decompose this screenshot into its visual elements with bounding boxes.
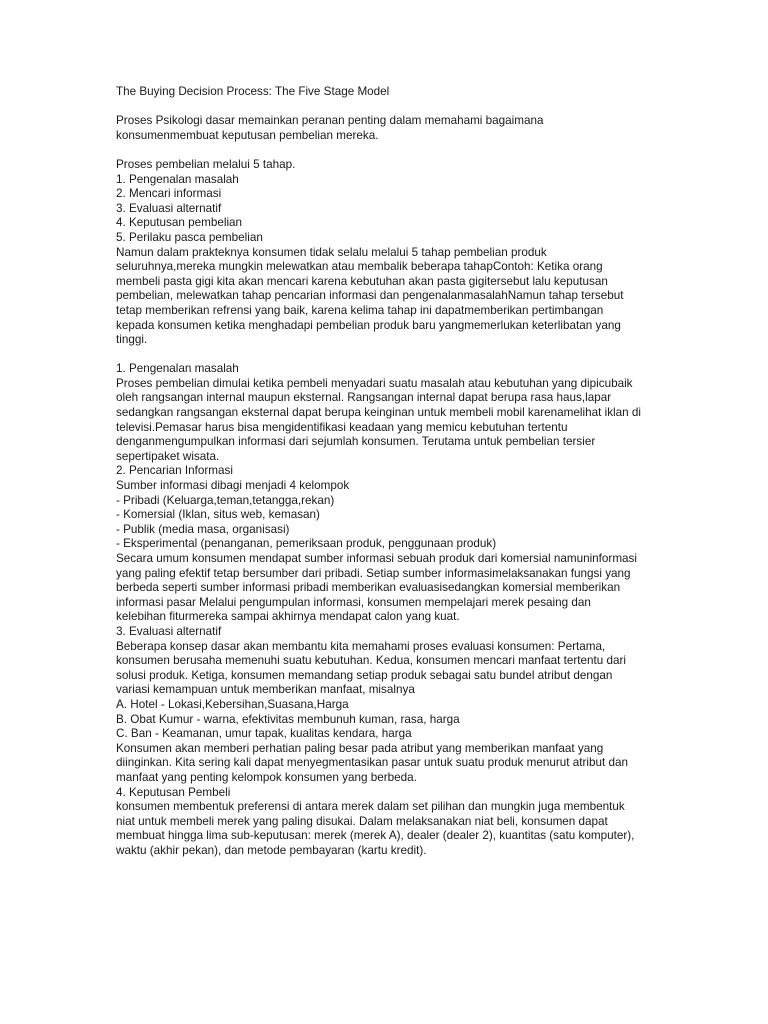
list-item: - Komersial (Iklan, situs web, kemasan) <box>116 508 320 522</box>
list-item: 3. Evaluasi alternatif <box>116 201 222 215</box>
paragraph-line: Secara umum konsumen mendapat sumber informasi sebuah produk dari komersial namuninformasi <box>116 552 637 565</box>
paragraph-line: oleh rangsangan internal maupun eksternal. Rangsangan internal dapat berupa rasa haus,lapar <box>116 391 612 405</box>
section-heading: 1. Pengenalan masalah <box>116 362 239 376</box>
document-page <box>116 85 656 858</box>
stages-note-paragraph <box>116 246 656 348</box>
paragraph-line: sedangkan rangsangan eksternal dapat berupa keinginan untuk membeli mobil karenamelihat iklan di <box>116 406 641 420</box>
paragraph-line: waktu (akhir pekan), dan metode pembayaran (kartu kredit). <box>116 843 427 857</box>
list-item: - Publik (media masa, organisasi) <box>116 522 290 536</box>
paragraph-line: Proses pembelian dimulai ketika pembeli menyadari suatu masalah atau kebutuhan yang dipicubaik <box>116 376 633 390</box>
list-item: A. Hotel - Lokasi,Kebersihan,Suasana,Harga <box>116 697 349 711</box>
paragraph-line: kelebihan fiturmereka sampai akhirnya mendapat calon yang kuat. <box>116 610 460 624</box>
paragraph-line: denganmengumpulkan informasi dari sejumlah konsumen. Terutama untuk pembelian tersier <box>116 435 596 449</box>
paragraph-line: membeli pasta gigi kita akan mencari karena kebutuhan akan pasta gigitersebut lalu keputusan <box>116 274 608 288</box>
intro-line: Proses Psikologi dasar memainkan peranan penting dalam memahami bagaimana <box>116 114 544 128</box>
stages-heading: Proses pembelian melalui 5 tahap. <box>116 157 296 171</box>
list-item: 5. Perilaku pasca pembelian <box>116 230 263 244</box>
paragraph-line: Namun dalam prakteknya konsumen tidak selalu melalui 5 tahap pembelian produk <box>116 245 547 259</box>
paragraph-line: kepada konsumen ketika menghadapi pembelian produk baru yangmemerlukan keterlibatan yang <box>116 318 621 332</box>
paragraph-line: televisi.Pemasar harus bisa mengidentifikasi keadaan yang memicu kebutuhan tertentu <box>116 420 568 434</box>
intro-line: konsumenmembuat keputusan pembelian mereka. <box>116 128 379 142</box>
section-evaluasi-alternatif <box>116 625 656 786</box>
paragraph-line: berbeda seperti sumber informasi pribadi memberikan evaluasisedangkan komersial memberikan <box>116 581 621 595</box>
paragraph-line: konsumen berusaha memenuhi suatu kebutuhan. Kedua, konsumen mencari manfaat tertentu dari <box>116 654 627 668</box>
section-pencarian-informasi <box>116 464 656 625</box>
paragraph-line: pembelian, melewatkan tahap pencarian informasi dan pengenalanmasalahNamun tahap tersebut <box>116 289 624 303</box>
list-item: - Eksperimental (penanganan, pemeriksaan produk, penggunaan produk) <box>116 537 497 551</box>
list-item: B. Obat Kumur - warna, efektivitas membunuh kuman, rasa, harga <box>116 712 460 726</box>
document-title: The Buying Decision Process: The Five Stage Model <box>116 85 390 98</box>
paragraph-line: niat untuk membeli merek yang paling disukai. Dalam melaksanakan niat beli, konsumen dapat <box>116 814 608 828</box>
list-item: - Pribadi (Keluarga,teman,tetangga,rekan) <box>116 493 335 507</box>
paragraph-line: manfaat yang penting kelompok konsumen yang berbeda. <box>116 770 417 784</box>
paragraph-line: yang paling efektif tetap bersumber dari pribadi. Setiap sumber informasimelaksanakan fungsi yang <box>116 566 631 580</box>
list-item: C. Ban - Keamanan, umur tapak, kualitas kendara, harga <box>116 727 412 741</box>
intro-paragraph <box>116 114 656 143</box>
paragraph-line: konsumen membentuk preferensi di antara merek dalam set pilihan dan mungkin juga membentuk <box>116 800 625 814</box>
stages-list <box>116 173 656 246</box>
spacer <box>116 348 656 363</box>
spacer <box>116 100 656 115</box>
section-heading: 3. Evaluasi alternatif <box>116 624 222 638</box>
paragraph-line: Sumber informasi dibagi menjadi 4 kelompok <box>116 479 350 493</box>
paragraph-line: tinggi. <box>116 333 148 347</box>
paragraph-line: sepertipaket wisata. <box>116 449 220 463</box>
paragraph-line: solusi produk. Ketiga, konsumen memandang setiap produk sebagai satu bundel atribut dengan <box>116 668 613 682</box>
paragraph-line: Konsumen akan memberi perhatian paling besar pada atribut yang memberikan manfaat yang <box>116 741 604 755</box>
section-heading: 4. Keputusan Pembeli <box>116 785 231 799</box>
section-keputusan-pembeli <box>116 786 656 859</box>
spacer <box>116 143 656 158</box>
list-item: 1. Pengenalan masalah <box>116 172 239 186</box>
list-item: 4. Keputusan pembelian <box>116 216 243 230</box>
section-pengenalan-masalah <box>116 362 656 464</box>
paragraph-line: Beberapa konsep dasar akan membantu kita memahami proses evaluasi konsumen: Pertama, <box>116 639 606 653</box>
paragraph-line: variasi kemampuan untuk memberikan manfaat, misalnya <box>116 683 415 697</box>
paragraph-line: informasi pasar Melalui pengumpulan informasi, konsumen mempelajari merek pesaing dan <box>116 595 591 609</box>
paragraph-line: tetap memberikan refrensi yang baik, karena kelima tahap ini dapatmemberikan pertimbangan <box>116 303 604 317</box>
paragraph-line: diinginkan. Kita sering kali dapat menyegmentasikan pasar untuk suatu produk menurut atribut dan <box>116 756 628 770</box>
paragraph-line: membuat hingga lima sub-keputusan: merek (merek A), dealer (dealer 2), kuantitas (satu komputer), <box>116 829 635 843</box>
paragraph-line: seluruhnya,mereka mungkin melewatkan atau membalik beberapa tahapContoh: Ketika orang <box>116 260 603 274</box>
section-heading: 2. Pencarian Informasi <box>116 464 233 478</box>
list-item: 2. Mencari informasi <box>116 187 222 201</box>
